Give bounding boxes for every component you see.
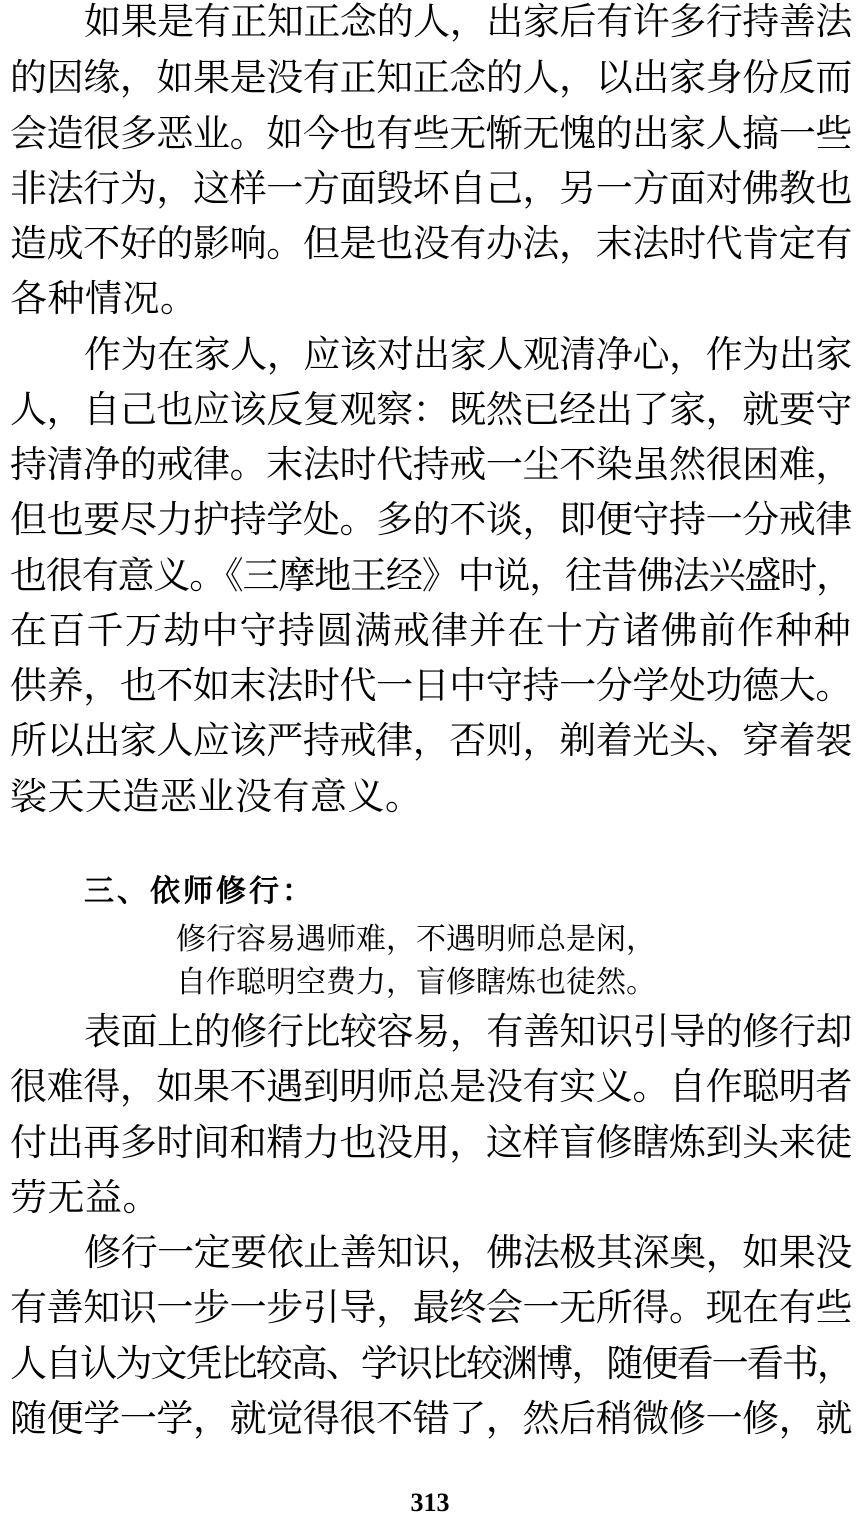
paragraph-2-line-4: 但也要尽力护持学处。多的不谈，即便守持一分戒律	[10, 498, 852, 541]
paragraph-3-line-4: 劳无益。	[10, 1176, 160, 1219]
paragraph-2-line-1: 作为在家人，应该对出家人观清净心，作为出家	[84, 333, 852, 376]
paragraph-2-line-2: 人，自己也应该反复观察：既然已经出了家，就要守	[10, 388, 852, 431]
paragraph-4-line-4: 随便学一学，就觉得很不错了，然后稍微修一修，就	[10, 1397, 852, 1440]
paragraph-2-line-9: 裟天天造恶业没有意义。	[10, 775, 423, 818]
paragraph-1-line-2: 的因缘，如果是没有正知正念的人，以出家身份反而	[10, 56, 852, 99]
paragraph-1-line-4: 非法行为，这样一方面毁坏自己，另一方面对佛教也	[10, 167, 852, 210]
section-heading: 三、依师修行：	[84, 874, 315, 909]
paragraph-1-line-1: 如果是有正知正念的人，出家后有许多行持善法	[84, 0, 852, 43]
paragraph-3-line-2: 很难得，如果不遇到明师总是没有实义。自作聪明者	[10, 1065, 852, 1108]
paragraph-2-line-5: 也很有意义。《三摩地王经》中说，往昔佛法兴盛时，	[10, 554, 852, 597]
paragraph-1-line-3: 会造很多恶业。如今也有些无惭无愧的出家人搞一些	[10, 112, 852, 155]
paragraph-2-line-6: 在百千万劫中守持圆满戒律并在十方诸佛前作种种	[10, 609, 852, 652]
paragraph-2-line-8: 所以出家人应该严持戒律，否则，剃着光头、穿着袈	[10, 719, 852, 762]
verse-line-2: 自作聪明空费力，盲修瞎炼也徒然。	[176, 965, 656, 1000]
paragraph-3-line-3: 付出再多时间和精力也没用，这样盲修瞎炼到头来徒	[10, 1121, 852, 1164]
paragraph-3-line-1: 表面上的修行比较容易，有善知识引导的修行却	[84, 1010, 852, 1053]
page-number: 313	[410, 1488, 450, 1517]
paragraph-1-line-6: 各种情况。	[10, 277, 198, 320]
paragraph-2-line-7: 供养，也不如末法时代一日中守持一分学处功德大。	[10, 664, 852, 707]
paragraph-2-line-3: 持清净的戒律。末法时代持戒一尘不染虽然很困难，	[10, 443, 852, 486]
paragraph-4-line-2: 有善知识一步一步引导，最终会一无所得。现在有些	[10, 1286, 852, 1329]
paragraph-4-line-1: 修行一定要依止善知识，佛法极其深奥，如果没	[84, 1231, 852, 1274]
paragraph-4-line-3: 人自认为文凭比较高、学识比较渊博，随便看一看书，	[10, 1342, 852, 1385]
paragraph-1-line-5: 造成不好的影响。但是也没有办法，末法时代肯定有	[10, 222, 852, 265]
verse-line-1: 修行容易遇师难，不遇明师总是闲，	[176, 922, 656, 957]
